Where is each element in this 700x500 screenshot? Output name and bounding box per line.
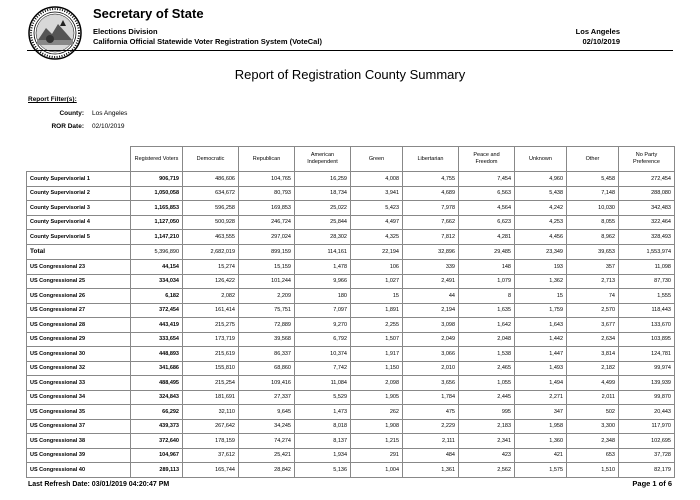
table-cell: 3,814 <box>567 347 619 362</box>
table-cell: 2,082 <box>183 289 239 304</box>
table-cell: 2,348 <box>567 434 619 449</box>
table-cell: 5,458 <box>567 172 619 187</box>
table-cell: 8,055 <box>567 215 619 230</box>
table-cell: 1,510 <box>567 463 619 478</box>
table-cell: 423 <box>459 448 515 463</box>
table-cell: 443,419 <box>131 318 183 333</box>
table-row <box>27 215 675 230</box>
table-cell: 4,242 <box>515 201 567 216</box>
table-cell: 66,292 <box>131 405 183 420</box>
table-cell: 106 <box>351 260 403 275</box>
table-cell: 8,018 <box>295 419 351 434</box>
table-cell: 291 <box>351 448 403 463</box>
column-header: Republican <box>239 147 295 172</box>
table-header-row <box>27 147 675 172</box>
table-row <box>27 419 675 434</box>
table-cell: 7,097 <box>295 303 351 318</box>
table-cell: 4,253 <box>515 215 567 230</box>
row-label: US Congressional 23 <box>27 260 131 275</box>
row-label: Total <box>27 244 131 260</box>
table-cell: 193 <box>515 260 567 275</box>
table-cell: 7,978 <box>403 201 459 216</box>
table-cell: 25,421 <box>239 448 295 463</box>
table-cell: 68,860 <box>239 361 295 376</box>
table-row <box>27 289 675 304</box>
table-cell: 4,497 <box>351 215 403 230</box>
table-cell: 1,494 <box>515 376 567 391</box>
column-header: Other <box>567 147 619 172</box>
table-row <box>27 361 675 376</box>
table-cell: 169,853 <box>239 201 295 216</box>
table-cell: 104,765 <box>239 172 295 187</box>
row-label: US Congressional 32 <box>27 361 131 376</box>
table-cell: 80,793 <box>239 186 295 201</box>
table-cell: 334,034 <box>131 274 183 289</box>
table-cell: 488,495 <box>131 376 183 391</box>
table-cell: 27,337 <box>239 390 295 405</box>
table-cell: 1,934 <box>295 448 351 463</box>
table-cell: 4,281 <box>459 230 515 245</box>
table-cell: 2,445 <box>459 390 515 405</box>
table-cell: 906,719 <box>131 172 183 187</box>
table-cell: 2,713 <box>567 274 619 289</box>
table-row <box>27 405 675 420</box>
table-cell: 4,689 <box>403 186 459 201</box>
table-cell: 289,113 <box>131 463 183 478</box>
table-cell: 3,098 <box>403 318 459 333</box>
table-cell: 267,642 <box>183 419 239 434</box>
table-cell: 6,623 <box>459 215 515 230</box>
table-cell: 148 <box>459 260 515 275</box>
table-cell: 15,159 <box>239 260 295 275</box>
row-label: County Supervisorial 2 <box>27 186 131 201</box>
table-row <box>27 390 675 405</box>
table-cell: 1,079 <box>459 274 515 289</box>
table-cell: 215,275 <box>183 318 239 333</box>
table-cell: 16,259 <box>295 172 351 187</box>
table-cell: 4,008 <box>351 172 403 187</box>
table-cell: 1,147,210 <box>131 230 183 245</box>
table-cell: 10,374 <box>295 347 351 362</box>
table-cell: 1,784 <box>403 390 459 405</box>
table-cell: 18,734 <box>295 186 351 201</box>
table-cell: 475 <box>403 405 459 420</box>
table-cell: 29,485 <box>459 244 515 260</box>
table-cell: 39,653 <box>567 244 619 260</box>
table-row <box>27 186 675 201</box>
table-cell: 15 <box>351 289 403 304</box>
table-cell: 484 <box>403 448 459 463</box>
report-filters <box>28 96 127 136</box>
table-cell: 297,024 <box>239 230 295 245</box>
column-header: Democratic <box>183 147 239 172</box>
table-cell: 72,889 <box>239 318 295 333</box>
table-cell: 75,751 <box>239 303 295 318</box>
table-cell: 1,759 <box>515 303 567 318</box>
table-cell: 7,742 <box>295 361 351 376</box>
table-cell: 1,473 <box>295 405 351 420</box>
table-cell: 44 <box>403 289 459 304</box>
table-cell: 2,209 <box>239 289 295 304</box>
table-cell: 1,361 <box>403 463 459 478</box>
table-cell: 7,662 <box>403 215 459 230</box>
table-row <box>27 463 675 478</box>
table-cell: 2,682,019 <box>183 244 239 260</box>
table-cell: 1,127,050 <box>131 215 183 230</box>
column-header: Green <box>351 147 403 172</box>
row-label: US Congressional 40 <box>27 463 131 478</box>
table-cell: 288,080 <box>619 186 675 201</box>
row-label: US Congressional 25 <box>27 274 131 289</box>
table-cell: 1,004 <box>351 463 403 478</box>
row-label: US Congressional 37 <box>27 419 131 434</box>
table-cell: 101,244 <box>239 274 295 289</box>
header-divider <box>27 50 673 51</box>
table-cell: 899,159 <box>239 244 295 260</box>
row-label: US Congressional 29 <box>27 332 131 347</box>
table-cell: 2,562 <box>459 463 515 478</box>
table-cell: 1,362 <box>515 274 567 289</box>
table-cell: 2,341 <box>459 434 515 449</box>
table-cell: 2,183 <box>459 419 515 434</box>
table-cell: 1,050,058 <box>131 186 183 201</box>
table-cell: 9,645 <box>239 405 295 420</box>
table-cell: 1,055 <box>459 376 515 391</box>
table-cell: 117,970 <box>619 419 675 434</box>
table-cell: 11,098 <box>619 260 675 275</box>
table-cell: 372,454 <box>131 303 183 318</box>
table-cell: 5,396,890 <box>131 244 183 260</box>
table-cell: 2,255 <box>351 318 403 333</box>
table-cell: 448,893 <box>131 347 183 362</box>
table-row <box>27 318 675 333</box>
table-cell: 1,917 <box>351 347 403 362</box>
table-row <box>27 260 675 275</box>
row-label: US Congressional 39 <box>27 448 131 463</box>
row-label: US Congressional 30 <box>27 347 131 362</box>
table-cell: 10,030 <box>567 201 619 216</box>
table-cell: 421 <box>515 448 567 463</box>
table-cell: 5,423 <box>351 201 403 216</box>
table-cell: 103,895 <box>619 332 675 347</box>
table-row <box>27 230 675 245</box>
table-cell: 6,792 <box>295 332 351 347</box>
table-cell: 74 <box>567 289 619 304</box>
table-cell: 372,640 <box>131 434 183 449</box>
table-cell: 1,150 <box>351 361 403 376</box>
table-cell: 2,229 <box>403 419 459 434</box>
table-cell: 4,499 <box>567 376 619 391</box>
table-cell: 502 <box>567 405 619 420</box>
table-cell: 1,493 <box>515 361 567 376</box>
table-cell: 439,373 <box>131 419 183 434</box>
table-cell: 1,027 <box>351 274 403 289</box>
table-cell: 133,670 <box>619 318 675 333</box>
table-row <box>27 376 675 391</box>
table-cell: 3,656 <box>403 376 459 391</box>
table-cell: 1,360 <box>515 434 567 449</box>
table-cell: 653 <box>567 448 619 463</box>
table-cell: 34,245 <box>239 419 295 434</box>
table-cell: 3,941 <box>351 186 403 201</box>
column-header: Unknown <box>515 147 567 172</box>
table-cell: 341,686 <box>131 361 183 376</box>
table-cell: 1,642 <box>459 318 515 333</box>
table-cell: 2,465 <box>459 361 515 376</box>
table-cell: 1,538 <box>459 347 515 362</box>
table-cell: 6,182 <box>131 289 183 304</box>
table-cell: 1,958 <box>515 419 567 434</box>
filter-value: 02/10/2019 <box>92 123 125 130</box>
table-cell: 165,744 <box>183 463 239 478</box>
table-cell: 1,635 <box>459 303 515 318</box>
row-label: County Supervisorial 3 <box>27 201 131 216</box>
table-cell: 20,443 <box>619 405 675 420</box>
filter-row <box>28 123 127 130</box>
table-cell: 500,928 <box>183 215 239 230</box>
table-cell: 2,111 <box>403 434 459 449</box>
county-name: Los Angeles <box>575 27 620 36</box>
table-cell: 1,908 <box>351 419 403 434</box>
table-cell: 2,011 <box>567 390 619 405</box>
table-cell: 102,695 <box>619 434 675 449</box>
table-row <box>27 303 675 318</box>
column-header: No Party Preference <box>619 147 675 172</box>
row-label: US Congressional 33 <box>27 376 131 391</box>
table-cell: 3,677 <box>567 318 619 333</box>
table-cell: 4,755 <box>403 172 459 187</box>
table-cell: 5,438 <box>515 186 567 201</box>
table-cell: 2,182 <box>567 361 619 376</box>
table-cell: 74,274 <box>239 434 295 449</box>
table-cell: 2,570 <box>567 303 619 318</box>
table-cell: 2,098 <box>351 376 403 391</box>
table-cell: 2,049 <box>403 332 459 347</box>
table-cell: 1,442 <box>515 332 567 347</box>
page-indicator: Page 1 of 6 <box>632 479 672 488</box>
table-cell: 37,612 <box>183 448 239 463</box>
table-cell: 2,048 <box>459 332 515 347</box>
table-cell: 99,870 <box>619 390 675 405</box>
table-row <box>27 332 675 347</box>
last-refresh-date: Last Refresh Date: 03/01/2019 04:20:47 PM <box>28 481 170 488</box>
table-cell: 357 <box>567 260 619 275</box>
row-label: US Congressional 26 <box>27 289 131 304</box>
table-row <box>27 347 675 362</box>
table-cell: 37,728 <box>619 448 675 463</box>
table-cell: 139,939 <box>619 376 675 391</box>
table-cell: 215,619 <box>183 347 239 362</box>
row-label: US Congressional 34 <box>27 390 131 405</box>
table-cell: 11,084 <box>295 376 351 391</box>
table-cell: 8 <box>459 289 515 304</box>
table-cell: 324,843 <box>131 390 183 405</box>
table-cell: 25,844 <box>295 215 351 230</box>
table-cell: 463,555 <box>183 230 239 245</box>
table-cell: 104,967 <box>131 448 183 463</box>
table-cell: 4,325 <box>351 230 403 245</box>
table-cell: 2,010 <box>403 361 459 376</box>
table-cell: 215,254 <box>183 376 239 391</box>
filter-label: County: <box>59 110 84 117</box>
table-cell: 4,564 <box>459 201 515 216</box>
table-cell: 15,274 <box>183 260 239 275</box>
table-cell: 322,464 <box>619 215 675 230</box>
table-cell: 28,302 <box>295 230 351 245</box>
table-cell: 7,812 <box>403 230 459 245</box>
column-header: Registered Voters <box>131 147 183 172</box>
row-label: County Supervisorial 4 <box>27 215 131 230</box>
table-cell: 486,606 <box>183 172 239 187</box>
filters-title: Report Filter(s): <box>28 96 77 103</box>
division-name: Elections Division <box>93 27 158 36</box>
report-title: Report of Registration County Summary <box>234 67 466 82</box>
column-header: Peace and Freedom <box>459 147 515 172</box>
table-cell: 634,672 <box>183 186 239 201</box>
table-cell: 22,194 <box>351 244 403 260</box>
system-name: California Official Statewide Voter Registration System (VoteCal) <box>93 37 322 46</box>
row-label: County Supervisorial 5 <box>27 230 131 245</box>
table-cell: 596,258 <box>183 201 239 216</box>
table-cell: 118,443 <box>619 303 675 318</box>
table-cell: 7,454 <box>459 172 515 187</box>
org-title: Secretary of State <box>93 6 204 21</box>
table-cell: 1,215 <box>351 434 403 449</box>
row-label: US Congressional 28 <box>27 318 131 333</box>
table-cell: 1,447 <box>515 347 567 362</box>
table-cell: 3,066 <box>403 347 459 362</box>
table-row <box>27 434 675 449</box>
filter-label: ROR Date: <box>51 123 84 130</box>
table-cell: 9,966 <box>295 274 351 289</box>
header-blank-cell <box>27 147 131 172</box>
table-total-row <box>27 244 675 260</box>
table-cell: 25,022 <box>295 201 351 216</box>
table-cell: 2,491 <box>403 274 459 289</box>
table-cell: 28,842 <box>239 463 295 478</box>
table-cell: 1,905 <box>351 390 403 405</box>
table-cell: 86,337 <box>239 347 295 362</box>
table-cell: 1,553,974 <box>619 244 675 260</box>
state-seal-logo <box>28 6 82 60</box>
table-cell: 6,563 <box>459 186 515 201</box>
table-cell: 272,454 <box>619 172 675 187</box>
filter-value: Los Angeles <box>92 110 128 117</box>
header-right <box>576 27 620 47</box>
table-cell: 173,719 <box>183 332 239 347</box>
table-cell: 333,654 <box>131 332 183 347</box>
table-cell: 8,137 <box>295 434 351 449</box>
row-label: US Congressional 35 <box>27 405 131 420</box>
table-cell: 246,724 <box>239 215 295 230</box>
registration-table <box>26 146 675 478</box>
table-cell: 161,414 <box>183 303 239 318</box>
table-row <box>27 172 675 187</box>
table-cell: 181,691 <box>183 390 239 405</box>
table-cell: 4,960 <box>515 172 567 187</box>
column-header: American Independent <box>295 147 351 172</box>
table-cell: 3,300 <box>567 419 619 434</box>
table-cell: 5,529 <box>295 390 351 405</box>
table-cell: 2,634 <box>567 332 619 347</box>
table-cell: 87,730 <box>619 274 675 289</box>
table-cell: 1,891 <box>351 303 403 318</box>
table-row <box>27 448 675 463</box>
row-label: US Congressional 27 <box>27 303 131 318</box>
table-cell: 262 <box>351 405 403 420</box>
row-label: County Supervisorial 1 <box>27 172 131 187</box>
table-cell: 44,154 <box>131 260 183 275</box>
table-cell: 124,781 <box>619 347 675 362</box>
table-cell: 99,974 <box>619 361 675 376</box>
table-row <box>27 274 675 289</box>
table-cell: 1,478 <box>295 260 351 275</box>
table-row <box>27 201 675 216</box>
table-body <box>27 172 675 478</box>
filter-row <box>28 110 127 117</box>
table-cell: 2,271 <box>515 390 567 405</box>
report-date: 02/10/2019 <box>582 37 620 46</box>
table-cell: 1,575 <box>515 463 567 478</box>
table-cell: 995 <box>459 405 515 420</box>
table-cell: 5,136 <box>295 463 351 478</box>
table-cell: 1,165,853 <box>131 201 183 216</box>
table-cell: 180 <box>295 289 351 304</box>
column-header: Libertarian <box>403 147 459 172</box>
table-cell: 32,110 <box>183 405 239 420</box>
table-cell: 2,194 <box>403 303 459 318</box>
table-cell: 328,493 <box>619 230 675 245</box>
table-cell: 155,810 <box>183 361 239 376</box>
table-cell: 1,643 <box>515 318 567 333</box>
table-cell: 32,896 <box>403 244 459 260</box>
table-cell: 178,159 <box>183 434 239 449</box>
table-cell: 4,456 <box>515 230 567 245</box>
table-cell: 1,507 <box>351 332 403 347</box>
table-cell: 23,349 <box>515 244 567 260</box>
table-cell: 7,148 <box>567 186 619 201</box>
table-cell: 339 <box>403 260 459 275</box>
table-cell: 39,568 <box>239 332 295 347</box>
table-cell: 114,161 <box>295 244 351 260</box>
table-cell: 9,270 <box>295 318 351 333</box>
table-cell: 82,179 <box>619 463 675 478</box>
table-cell: 1,555 <box>619 289 675 304</box>
row-label: US Congressional 38 <box>27 434 131 449</box>
table-cell: 342,483 <box>619 201 675 216</box>
table-cell: 15 <box>515 289 567 304</box>
table-cell: 126,422 <box>183 274 239 289</box>
table-cell: 8,962 <box>567 230 619 245</box>
table-cell: 347 <box>515 405 567 420</box>
table-cell: 109,416 <box>239 376 295 391</box>
